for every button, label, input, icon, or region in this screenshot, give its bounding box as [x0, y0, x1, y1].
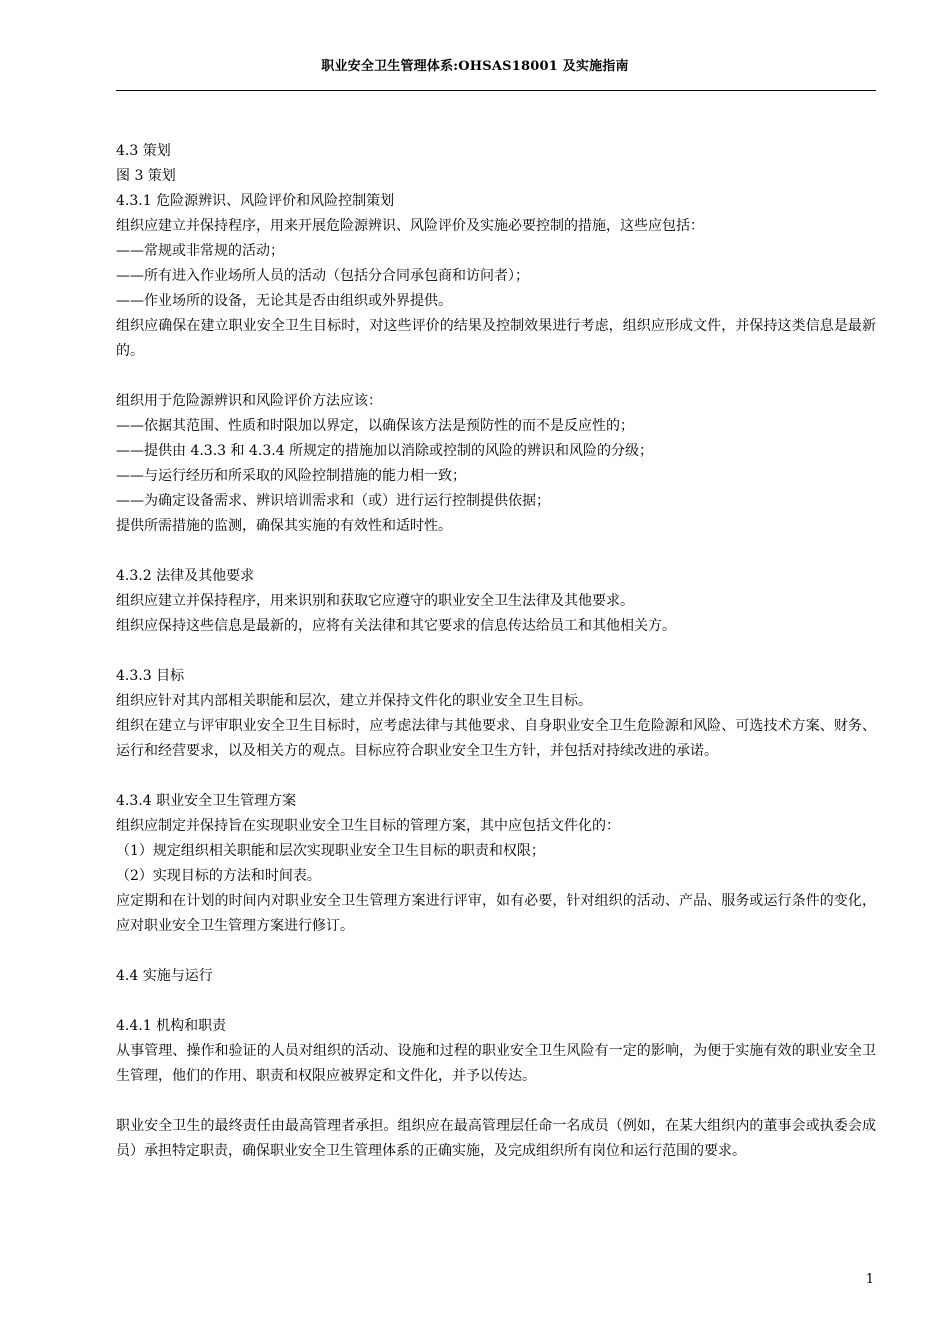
body-line: 提供所需措施的监测，确保其实施的有效性和适时性。 [116, 518, 452, 534]
page-number: 1 [865, 1272, 874, 1287]
body-line: 4.3.2 法律及其他要求 [116, 568, 255, 584]
body-line: 4.3 策划 [116, 143, 171, 159]
paragraph-spacer [116, 764, 876, 789]
paragraph-spacer [116, 539, 876, 564]
body-line: ——所有进入作业场所人员的活动（包括分合同承包商和访问者）； [116, 268, 529, 284]
body-line: ——作业场所的设备，无论其是否由组织或外界提供。 [116, 293, 452, 309]
paragraph-spacer [116, 1089, 876, 1114]
body-line: 4.3.3 目标 [116, 668, 185, 684]
paragraph-spacer [116, 989, 876, 1014]
body-line: 4.4 实施与运行 [116, 968, 213, 984]
body-line: ——常规或非常规的活动； [116, 243, 284, 259]
document-body [116, 139, 876, 1164]
body-line: 4.3.4 职业安全卫生管理方案 [116, 793, 297, 809]
body-line: 组织应保持这些信息是最新的，应将有关法律和其它要求的信息传达给员工和其他相关方。 [116, 618, 676, 634]
body-paragraph: 从事管理、操作和验证的人员对组织的活动、设施和过程的职业安全卫生风险有一定的影响，为便于实施有效的职业安全卫生管理，他们的作用、职责和权限应被界定和文件化，并予以传达。 [116, 1043, 876, 1084]
body-line: ——依据其范围、性质和时限加以界定，以确保该方法是预防性的而不是反应性的； [116, 418, 634, 434]
body-paragraph: 组织应确保在建立职业安全卫生目标时，对这些评价的结果及控制效果进行考虑，组织应形成文件，并保持这类信息是最新的。 [116, 318, 876, 359]
paragraph-spacer [116, 364, 876, 389]
body-line: 组织应建立并保持程序，用来识别和获取它应遵守的职业安全卫生法律及其他要求。 [116, 593, 634, 609]
body-paragraph: 应定期和在计划的时间内对职业安全卫生管理方案进行评审，如有必要，针对组织的活动、产品、服务或运行条件的变化，应对职业安全卫生管理方案进行修订。 [116, 893, 876, 934]
header-divider [116, 90, 876, 91]
paragraph-spacer [116, 939, 876, 964]
body-line: 组织应制定并保持旨在实现职业安全卫生目标的管理方案，其中应包括文件化的： [116, 818, 620, 834]
paragraph-spacer [116, 639, 876, 664]
body-line: （2）实现目标的方法和时间表。 [116, 868, 321, 884]
body-line: 组织应建立并保持程序，用来开展危险源辨识、风险评价及实施必要控制的措施，这些应包括： [116, 218, 704, 234]
page-header-title: 职业安全卫生管理体系:OHSAS18001 及实施指南 [321, 59, 629, 74]
body-line: 组织用于危险源辨识和风险评价方法应该： [116, 393, 382, 409]
body-line: 4.4.1 机构和职责 [116, 1018, 227, 1034]
body-line: ——与运行经历和所采取的风险控制措施的能力相一致； [116, 468, 466, 484]
body-line: ——为确定设备需求、辨识培训需求和（或）进行运行控制提供依据； [116, 493, 550, 509]
body-line: 组织应针对其内部相关职能和层次，建立并保持文件化的职业安全卫生目标。 [116, 693, 592, 709]
body-line: 图 3 策划 [116, 168, 176, 184]
body-line: ——提供由 4.3.3 和 4.3.4 所规定的措施加以消除或控制的风险的辨识和风险的分级； [116, 443, 654, 459]
body-line: （1）规定组织相关职能和层次实现职业安全卫生目标的职责和权限； [116, 843, 545, 859]
body-line: 4.3.1 危险源辨识、风险评价和风险控制策划 [116, 193, 395, 209]
body-paragraph: 职业安全卫生的最终责任由最高管理者承担。组织应在最高管理层任命一名成员（例如，在某大组织内的董事会或执委会成员）承担特定职责，确保职业安全卫生管理体系的正确实施，及完成组织所有岗位和运行范围的要求。 [116, 1118, 876, 1159]
body-paragraph: 组织在建立与评审职业安全卫生目标时，应考虑法律与其他要求、自身职业安全卫生危险源和风险、可选技术方案、财务、运行和经营要求，以及相关方的观点。目标应符合职业安全卫生方针，并包括对持续改进的承诺。 [116, 718, 876, 759]
